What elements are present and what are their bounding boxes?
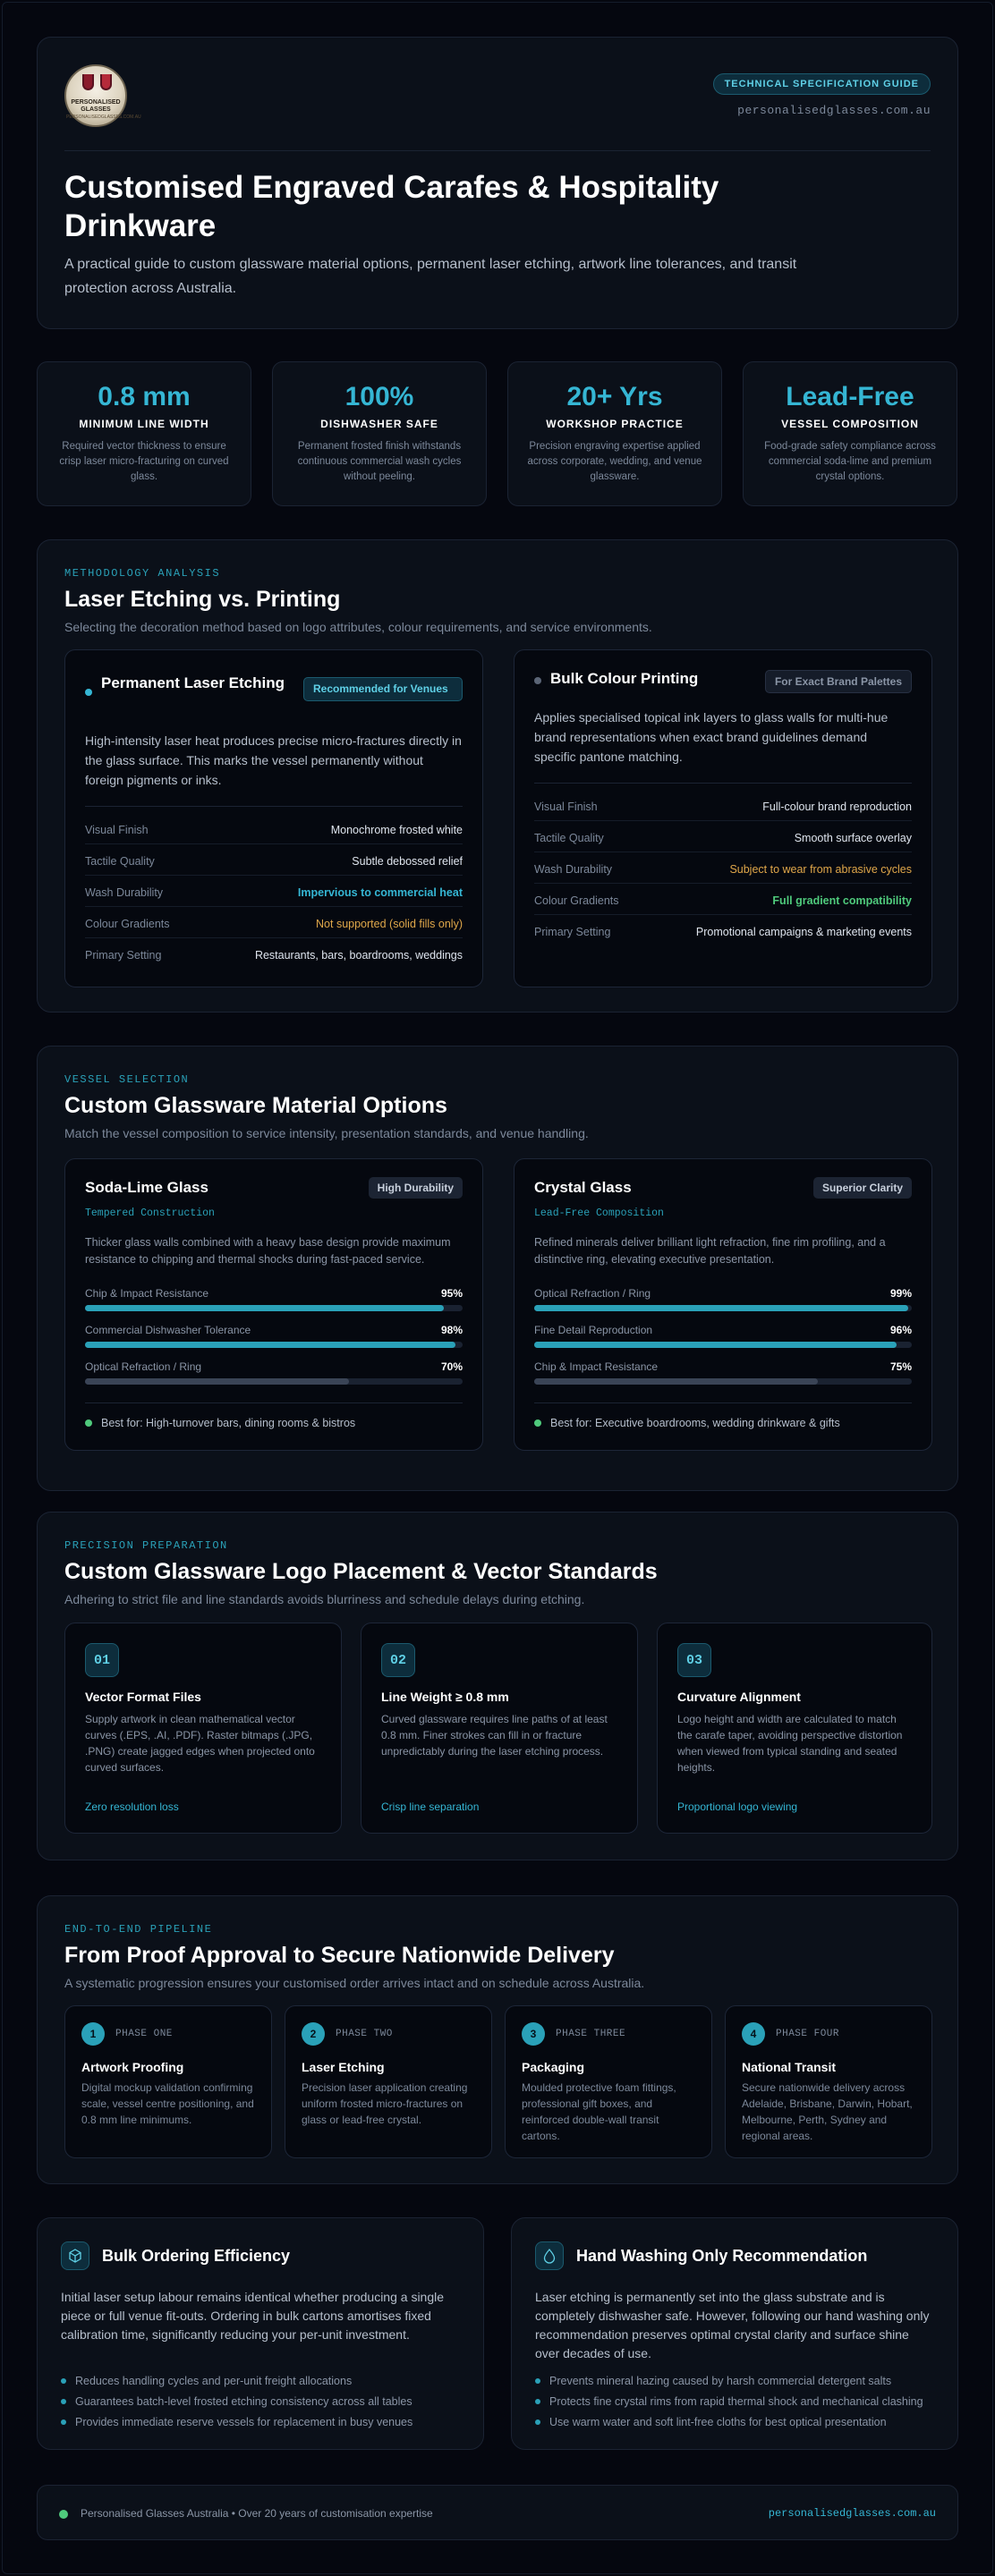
spec-key: Colour Gradients <box>534 894 619 907</box>
soda-lime-panel <box>64 1158 483 1451</box>
page-intro: A practical guide to custom glassware material options, permanent laser etching, artwork line tolerances, and transit protection across Australia. <box>64 257 797 296</box>
spec-key: Wash Durability <box>534 863 613 876</box>
standard-card <box>657 1623 932 1834</box>
material-title: Crystal Glass <box>534 1179 632 1196</box>
progress-fill <box>85 1378 349 1385</box>
progress-bar <box>534 1305 912 1311</box>
spec-row <box>85 824 463 844</box>
bar-label: Chip & Impact Resistance <box>85 1287 209 1300</box>
status-dot-icon <box>85 1419 92 1427</box>
stat-desc: Precision engraving expertise applied across corporate, wedding, and venue glassware. <box>527 441 702 482</box>
phase-card <box>64 2005 272 2158</box>
spec-key: Tactile Quality <box>85 855 155 868</box>
logo-subtext: GLASSES <box>81 106 111 113</box>
standard-title: Line Weight ≥ 0.8 mm <box>381 1690 509 1704</box>
spec-key: Primary Setting <box>534 926 611 938</box>
spec-key: Visual Finish <box>85 824 149 836</box>
spec-value: Full-colour brand reproduction <box>762 801 912 813</box>
stat-desc: Required vector thickness to ensure crisp laser micro-fracturing on curved glass. <box>59 441 229 482</box>
phase-desc: Precision laser application creating uniform frosted micro-fractures on glass or lead-free crystal. <box>302 2081 468 2126</box>
spec-value: Impervious to commercial heat <box>297 886 463 899</box>
spec-value: Restaurants, bars, boardrooms, weddings <box>254 949 463 962</box>
section-subtitle: A systematic progression ensures your customised order arrives intact and on schedule across Australia. <box>64 1976 645 1990</box>
bullet-text: Provides immediate reserve vessels for replacement in busy venues <box>75 2416 413 2428</box>
progress-fill <box>85 1305 444 1311</box>
panel-title: Permanent Laser Etching <box>101 674 285 691</box>
bar-value: 98% <box>440 1324 463 1336</box>
progress-fill <box>534 1378 818 1385</box>
colour-printing-panel <box>514 649 932 987</box>
section-title: From Proof Approval to Secure Nationwide Delivery <box>64 1943 615 1968</box>
spec-row <box>534 801 912 821</box>
bar-label: Fine Detail Reproduction <box>534 1324 653 1336</box>
bar-label: Commercial Dishwasher Tolerance <box>85 1324 251 1336</box>
precision-section <box>37 1512 958 1860</box>
bullet-icon <box>61 2419 66 2425</box>
logo-text: PERSONALISED <box>71 99 121 106</box>
phase-title: Laser Etching <box>302 2060 385 2074</box>
bar-value: 99% <box>889 1287 912 1300</box>
bar-value: 95% <box>440 1287 463 1300</box>
water-drop-icon <box>535 2241 564 2270</box>
bullet-icon <box>535 2378 540 2384</box>
step-number: 03 <box>677 1643 711 1677</box>
spec-row <box>534 863 912 884</box>
section-subtitle: Match the vessel composition to service intensity, presentation standards, and venue handling. <box>64 1126 589 1140</box>
phase-desc: Digital mockup validation confirming scale, vessel centre positioning, and 0.8 mm line minimums. <box>81 2081 254 2126</box>
spec-key: Wash Durability <box>85 886 164 899</box>
spec-row <box>534 926 912 945</box>
material-badge: Superior Clarity <box>813 1177 912 1199</box>
stat-card <box>743 361 957 506</box>
stat-value: 0.8 mm <box>98 382 191 411</box>
spec-value: Monochrome frosted white <box>330 824 463 836</box>
stat-desc: Permanent frosted finish withstands continuous commercial wash cycles without peeling. <box>297 441 462 482</box>
wine-glass-icon <box>82 74 94 90</box>
stat-label: MINIMUM LINE WIDTH <box>79 418 209 430</box>
phase-title: Packaging <box>522 2060 585 2074</box>
standard-title: Curvature Alignment <box>677 1690 801 1704</box>
materials-section <box>37 1046 958 1491</box>
progress-bar <box>534 1342 912 1348</box>
best-for-text: Best for: High-turnover bars, dining rooms & bistros <box>101 1417 356 1429</box>
spec-value: Smooth surface overlay <box>794 832 912 844</box>
status-dot-icon <box>534 1419 541 1427</box>
wine-glass-icon <box>100 74 112 90</box>
phase-number: 3 <box>522 2022 545 2046</box>
page-title: Customised Engraved Carafes & Hospitality Drinkware <box>64 170 719 243</box>
panel-title: Bulk Colour Printing <box>550 670 699 687</box>
bulk-ordering-card <box>37 2217 484 2450</box>
phase-number: 1 <box>81 2022 105 2046</box>
section-subtitle: Selecting the decoration method based on logo attributes, colour requirements, and service environments. <box>64 620 652 634</box>
section-kicker: VESSEL SELECTION <box>64 1073 190 1086</box>
bullet-icon <box>535 2399 540 2404</box>
standard-title: Vector Format Files <box>85 1690 201 1704</box>
bar-label-row <box>85 1360 463 1373</box>
phase-desc: Secure nationwide delivery across Adelaide, Brisbane, Darwin, Hobart, Melbourne, Perth, Sydney and regional areas. <box>742 2081 913 2142</box>
standard-link[interactable]: Crisp line separation <box>381 1801 480 1813</box>
panel-desc: High-intensity laser heat produces precise micro-fractures directly in the glass surface. This marks the vessel permanently without foreign pigments or inks. <box>85 733 462 787</box>
recommended-badge: Recommended for Venues <box>303 677 463 701</box>
spec-row <box>85 855 463 876</box>
phase-card <box>725 2005 932 2158</box>
stat-value: 100% <box>344 382 414 411</box>
spec-value: Promotional campaigns & marketing events <box>695 926 912 938</box>
progress-fill <box>534 1305 908 1311</box>
phase-label: PHASE FOUR <box>776 2029 840 2039</box>
standard-link[interactable]: Zero resolution loss <box>85 1801 179 1813</box>
divider <box>534 783 912 784</box>
card-title: Hand Washing Only Recommendation <box>576 2247 868 2265</box>
progress-bar <box>85 1342 463 1348</box>
standard-desc: Logo height and width are calculated to match the carafe taper, avoiding perspective distortion when viewed from typical standing and seated heights. <box>677 1713 903 1774</box>
bullet-item <box>535 2375 891 2387</box>
standard-card <box>361 1623 638 1834</box>
step-number: 01 <box>85 1643 119 1677</box>
stat-value: 20+ Yrs <box>566 382 663 411</box>
spec-key: Tactile Quality <box>534 832 604 844</box>
progress-fill <box>85 1342 455 1348</box>
progress-bar <box>534 1378 912 1385</box>
phase-card <box>285 2005 492 2158</box>
laser-etching-panel <box>64 649 483 987</box>
best-for-note <box>85 1417 355 1429</box>
divider <box>534 1402 912 1403</box>
spec-key: Primary Setting <box>85 949 162 962</box>
logo-url: PERSONALISEDGLASSES.COM.AU <box>66 114 141 120</box>
phase-desc: Moulded protective foam fittings, professional gift boxes, and reinforced double-wall transit cartons. <box>522 2081 676 2142</box>
section-kicker: PRECISION PREPARATION <box>64 1539 228 1552</box>
bar-label: Optical Refraction / Ring <box>85 1360 202 1373</box>
spec-key: Colour Gradients <box>85 918 170 930</box>
bar-label: Optical Refraction / Ring <box>534 1287 651 1300</box>
divider <box>85 1402 463 1403</box>
bullet-item <box>61 2375 352 2387</box>
best-for-text: Best for: Executive boardrooms, wedding drinkware & gifts <box>550 1417 840 1429</box>
stat-card <box>272 361 487 506</box>
bar-value: 70% <box>440 1360 463 1373</box>
bar-value: 75% <box>889 1360 912 1373</box>
progress-bar <box>85 1305 463 1311</box>
stat-desc: Food-grade safety compliance across commercial soda-lime and premium crystal options. <box>764 441 936 482</box>
material-desc: Refined minerals deliver brilliant light refraction, fine rim profiling, and a distinctive ring, elevating executive presentation. <box>534 1236 886 1266</box>
phase-card <box>505 2005 712 2158</box>
card-title: Bulk Ordering Efficiency <box>102 2247 291 2265</box>
phase-title: National Transit <box>742 2060 837 2074</box>
standard-desc: Curved glassware requires line paths of at least 0.8 mm. Finer strokes can fill in or fracture unpredictably during the laser etching process. <box>381 1713 608 1758</box>
material-type: Lead-Free Composition <box>534 1208 664 1219</box>
footer <box>37 2485 958 2540</box>
stat-label: DISHWASHER SAFE <box>320 418 438 430</box>
standard-desc: Supply artwork in clean mathematical vector curves (.EPS, .AI, .PDF). Raster bitmaps (.JPG, .PNG) create jagged edges when projected onto curved surfaces. <box>85 1713 315 1774</box>
header-divider <box>64 150 931 151</box>
footer-text: Personalised Glasses Australia • Over 20 years of customisation expertise <box>81 2507 433 2520</box>
progress-bar <box>85 1378 463 1385</box>
spec-value: Not supported (solid fills only) <box>316 918 463 930</box>
material-type: Tempered Construction <box>85 1208 215 1219</box>
section-kicker: END-TO-END PIPELINE <box>64 1923 213 1936</box>
stat-label: VESSEL COMPOSITION <box>781 418 919 430</box>
section-subtitle: Adhering to strict file and line standards avoids blurriness and schedule delays during etching. <box>64 1592 585 1606</box>
spec-value: Subject to wear from abrasive cycles <box>729 863 912 876</box>
spec-row <box>85 886 463 907</box>
bar-label-row <box>534 1287 912 1300</box>
phase-number: 2 <box>302 2022 325 2046</box>
bar-label-row <box>85 1287 463 1300</box>
card-desc: Initial laser setup labour remains identical whether producing a single piece or full venue fit-outs. Ordering in bulk cartons amortises fixed calibration time, significantly reducing your per-unit investment. <box>61 2290 445 2342</box>
accent-dot-icon <box>85 689 92 696</box>
spec-row <box>534 894 912 915</box>
section-title: Laser Etching vs. Printing <box>64 587 341 612</box>
bullet-icon <box>61 2378 66 2384</box>
bar-label: Chip & Impact Resistance <box>534 1360 659 1373</box>
card-desc: Laser etching is permanently set into the glass substrate and is completely dishwasher safe. However, following our hand washing only recommendation preserves optimal crystal clarity and surface shine over decades of use. <box>535 2290 930 2360</box>
pipeline-section <box>37 1895 958 2184</box>
bullet-text: Prevents mineral hazing caused by harsh commercial detergent salts <box>549 2375 892 2387</box>
methodology-section <box>37 539 958 1013</box>
stat-card <box>37 361 251 506</box>
header-card <box>37 37 958 329</box>
spec-row <box>85 949 463 969</box>
spec-row <box>534 832 912 852</box>
bullet-item <box>535 2395 923 2408</box>
panel-desc: Applies specialised topical ink layers to glass walls for multi-hue brand representations when exact brand guidelines demand specific pantone matching. <box>534 710 889 764</box>
bar-label-row <box>534 1360 912 1373</box>
bullet-text: Guarantees batch-level frosted etching consistency across all tables <box>75 2395 412 2408</box>
section-kicker: METHODOLOGY ANALYSIS <box>64 567 221 580</box>
footer-domain-link[interactable]: personalisedglasses.com.au <box>768 2507 936 2520</box>
hand-washing-card <box>511 2217 958 2450</box>
standard-link[interactable]: Proportional logo viewing <box>677 1801 798 1813</box>
material-title: Soda-Lime Glass <box>85 1179 208 1196</box>
stat-label: WORKSHOP PRACTICE <box>546 418 684 430</box>
material-badge: High Durability <box>369 1177 463 1199</box>
brand-palettes-badge: For Exact Brand Palettes <box>765 670 912 693</box>
best-for-note <box>534 1417 840 1429</box>
spec-guide-badge: TECHNICAL SPECIFICATION GUIDE <box>713 73 931 95</box>
bar-label-row <box>534 1324 912 1336</box>
muted-dot-icon <box>534 677 541 684</box>
bullet-text: Protects fine crystal rims from rapid thermal shock and mechanical clashing <box>549 2395 923 2408</box>
spec-value: Full gradient compatibility <box>772 894 912 907</box>
spec-row <box>85 918 463 938</box>
bullet-item <box>535 2416 887 2428</box>
bullet-icon <box>61 2399 66 2404</box>
brand-logo[interactable] <box>64 64 141 127</box>
phase-title: Artwork Proofing <box>81 2060 184 2074</box>
bar-value: 96% <box>889 1324 912 1336</box>
spec-value: Subtle debossed relief <box>352 855 463 868</box>
section-title: Custom Glassware Material Options <box>64 1093 447 1118</box>
divider <box>85 806 463 807</box>
step-number: 02 <box>381 1643 415 1677</box>
box-icon <box>61 2241 89 2270</box>
spec-key: Visual Finish <box>534 801 598 813</box>
bullet-text: Reduces handling cycles and per-unit freight allocations <box>75 2375 353 2387</box>
status-dot-icon <box>59 2510 68 2519</box>
stat-card <box>507 361 722 506</box>
stat-value: Lead-Free <box>786 382 914 411</box>
phase-label: PHASE THREE <box>556 2029 626 2039</box>
phase-label: PHASE TWO <box>336 2029 393 2039</box>
bullet-item <box>61 2416 412 2428</box>
bar-label-row <box>85 1324 463 1336</box>
material-desc: Thicker glass walls combined with a heavy base design provide maximum resistance to chipping and thermal shocks during fast-paced service. <box>85 1236 451 1266</box>
progress-fill <box>534 1342 897 1348</box>
bullet-text: Use warm water and soft lint-free cloths for best optical presentation <box>549 2416 887 2428</box>
section-title: Custom Glassware Logo Placement & Vector Standards <box>64 1559 658 1584</box>
standard-card <box>64 1623 342 1834</box>
bullet-item <box>61 2395 412 2408</box>
phase-number: 4 <box>742 2022 765 2046</box>
bullet-icon <box>535 2419 540 2425</box>
header-domain[interactable]: personalisedglasses.com.au <box>737 104 931 117</box>
phase-label: PHASE ONE <box>115 2029 173 2039</box>
crystal-panel <box>514 1158 932 1451</box>
